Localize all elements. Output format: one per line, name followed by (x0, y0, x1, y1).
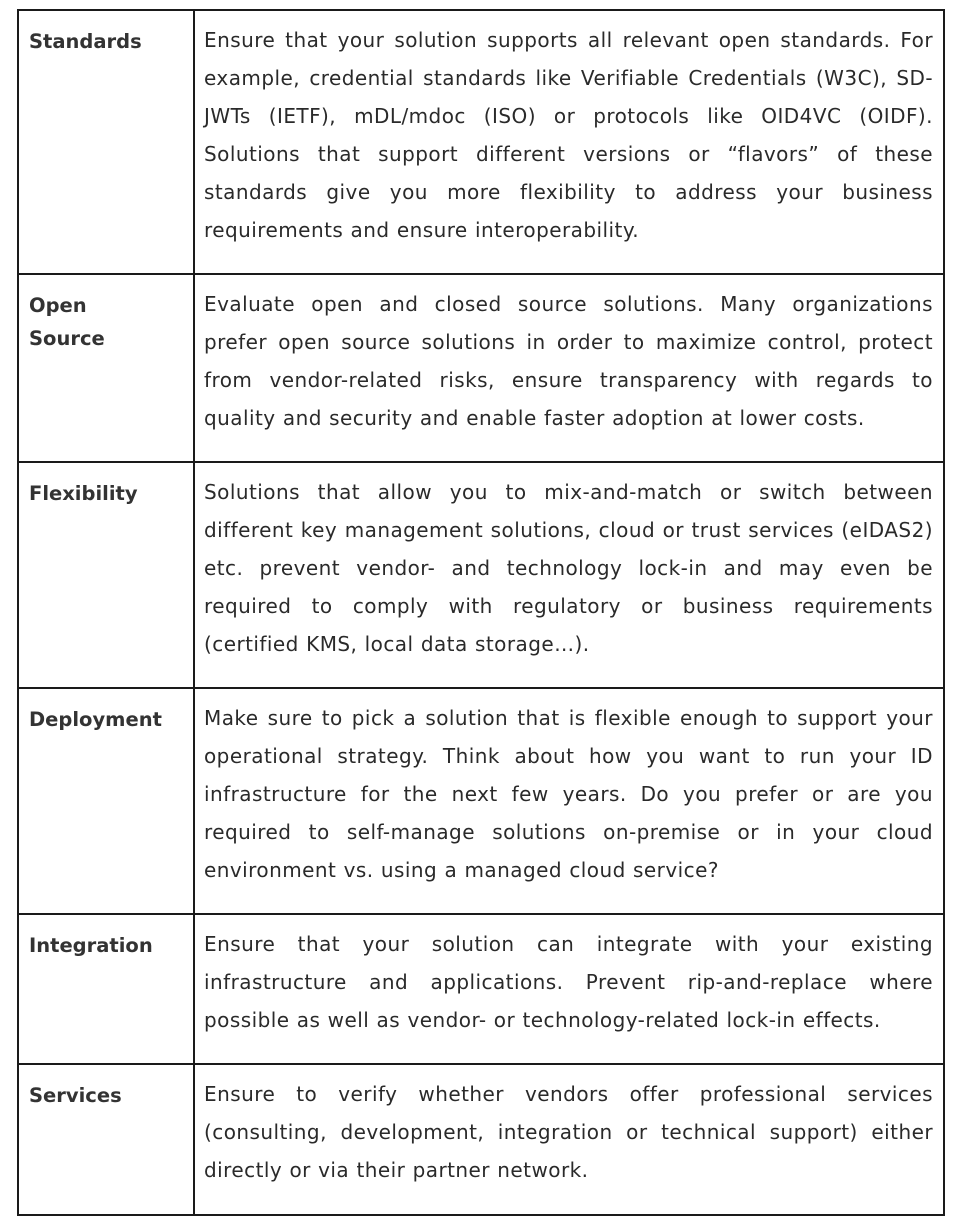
criteria-table (17, 9, 945, 1216)
row-description-services: Ensure to verify whether vendors offer professional services (consulting, development, integration or technical support) either directly or via their partner network. (194, 1064, 944, 1215)
row-label-standards: Standards (18, 10, 194, 274)
row-label-flexibility: Flexibility (18, 462, 194, 688)
row-description-open-source: Evaluate open and closed source solutions. Many organizations prefer open source solutions in order to maximize control, protect from vendor-related risks, ensure transparency with regards to quality and security and enable faster adoption at lower costs. (194, 274, 944, 462)
row-label-deployment: Deployment (18, 688, 194, 914)
row-label-open-source: Open Source (18, 274, 194, 462)
table-row (18, 1064, 944, 1215)
table-row (18, 914, 944, 1064)
row-description-deployment: Make sure to pick a solution that is flexible enough to support your operational strategy. Think about how you want to run your ID infrastructure for the next few years. Do you prefer or are you required to self-manage solutions on-premise or in your cloud environment vs. using a managed cloud service? (194, 688, 944, 914)
row-description-standards: Ensure that your solution supports all relevant open standards. For example, credential standards like Verifiable Credentials (W3C), SD-JWTs (IETF), mDL/mdoc (ISO) or protocols like OID4VC (OIDF). Solutions that support different versions or “flavors” of these standards give you more flexibility to address your business requirements and ensure interoperability. (194, 10, 944, 274)
table-row (18, 274, 944, 462)
table-row (18, 688, 944, 914)
row-label-services: Services (18, 1064, 194, 1215)
table-row (18, 462, 944, 688)
table-row (18, 10, 944, 274)
row-description-flexibility: Solutions that allow you to mix-and-match or switch between different key management solutions, cloud or trust services (eIDAS2) etc. prevent vendor- and technology lock-in and may even be required to comply with regulatory or business requirements (certified KMS, local data storage…). (194, 462, 944, 688)
row-label-integration: Integration (18, 914, 194, 1064)
row-description-integration: Ensure that your solution can integrate with your existing infrastructure and applications. Prevent rip-and-replace where possible as well as vendor- or technology-related lock-in effects. (194, 914, 944, 1064)
